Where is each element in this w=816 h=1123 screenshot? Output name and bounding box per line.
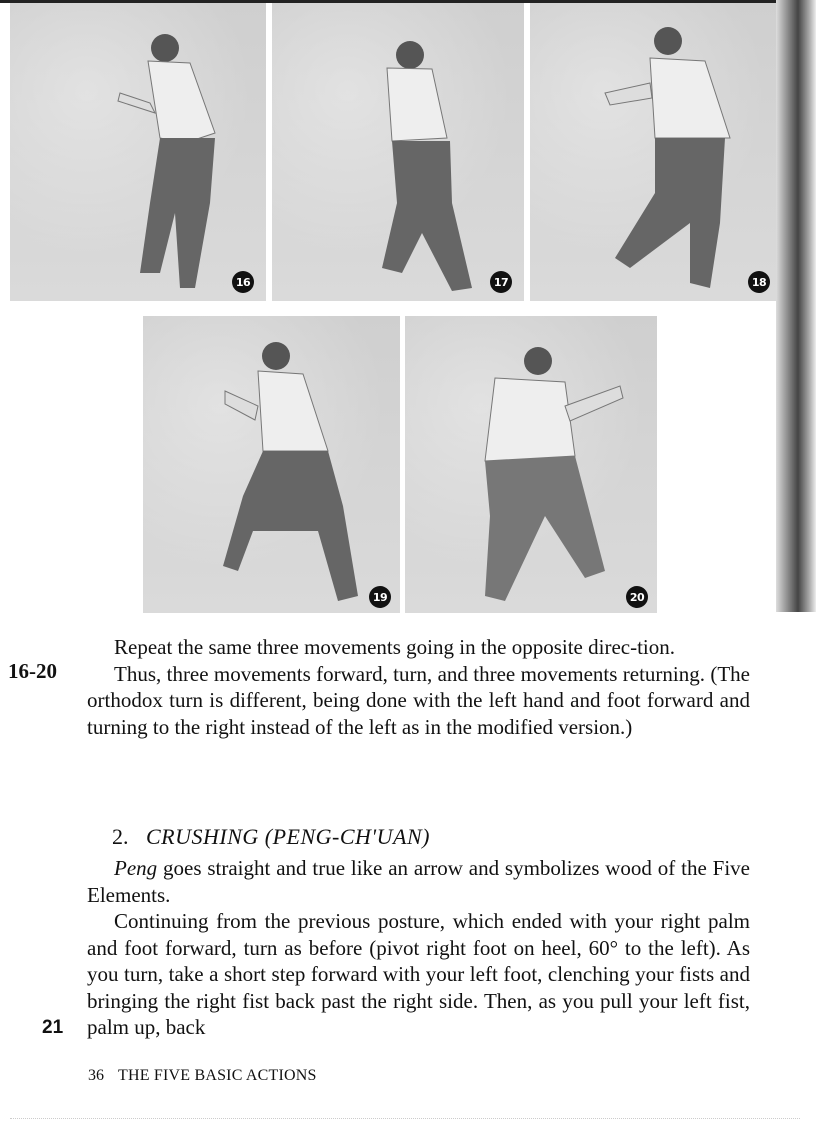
peng-italic: Peng (114, 856, 158, 880)
page-binding-shadow (776, 0, 816, 612)
figure-silhouette-20 (405, 316, 657, 613)
photo-20 (405, 316, 657, 613)
margin-ref-21: 21 (42, 1017, 64, 1038)
figure-silhouette-18 (530, 3, 776, 301)
figure-silhouette-19 (143, 316, 400, 613)
section-number: 2. (112, 824, 129, 849)
body-text-upper (87, 634, 750, 740)
paragraph-continuing: Continuing from the previous posture, which ended with your right palm and foot forward, turn as before (pivot right foot on heel, 60° to the left). As you turn, take a short step forward with your left foot, clenching your fists and bringing the right fist back past the right side. Then, as you pull your left fist, palm up, back (87, 909, 750, 1039)
margin-ref-16-20: 16-20 (8, 659, 57, 683)
paragraph-peng (87, 855, 750, 908)
figure-silhouette-16 (10, 3, 266, 301)
section-title: CRUSHING (PENG-CH'UAN) (146, 824, 430, 849)
figure-silhouette-17 (272, 3, 524, 301)
photo-number-17: 17 (490, 271, 512, 293)
page-number: 36 (88, 1067, 104, 1084)
peng-rest: goes straight and true like an arrow and symbolizes wood of the Five Elements. (87, 856, 750, 907)
photo-number-20: 20 (626, 586, 648, 608)
photo-number-18: 18 (748, 271, 770, 293)
photo-17 (272, 3, 524, 301)
paragraph-thus: Thus, three movements forward, turn, and three movements returning. (The orthodox turn is different, being done with the left hand and foot forward and turning to the right instead of the left as in the modified version.) (87, 661, 750, 739)
bottom-edge (10, 1118, 800, 1119)
chapter-title: THE FIVE BASIC ACTIONS (118, 1067, 317, 1084)
photo-number-16: 16 (232, 271, 254, 293)
photo-18 (530, 3, 776, 301)
body-text-section (87, 855, 750, 1041)
page-footer (88, 1067, 317, 1085)
section-heading (112, 824, 430, 850)
photo-number-19: 19 (369, 586, 391, 608)
photo-16 (10, 3, 266, 301)
photo-19 (143, 316, 400, 613)
paragraph-repeat: Repeat the same three movements going in the opposite direc-tion. (114, 635, 676, 659)
